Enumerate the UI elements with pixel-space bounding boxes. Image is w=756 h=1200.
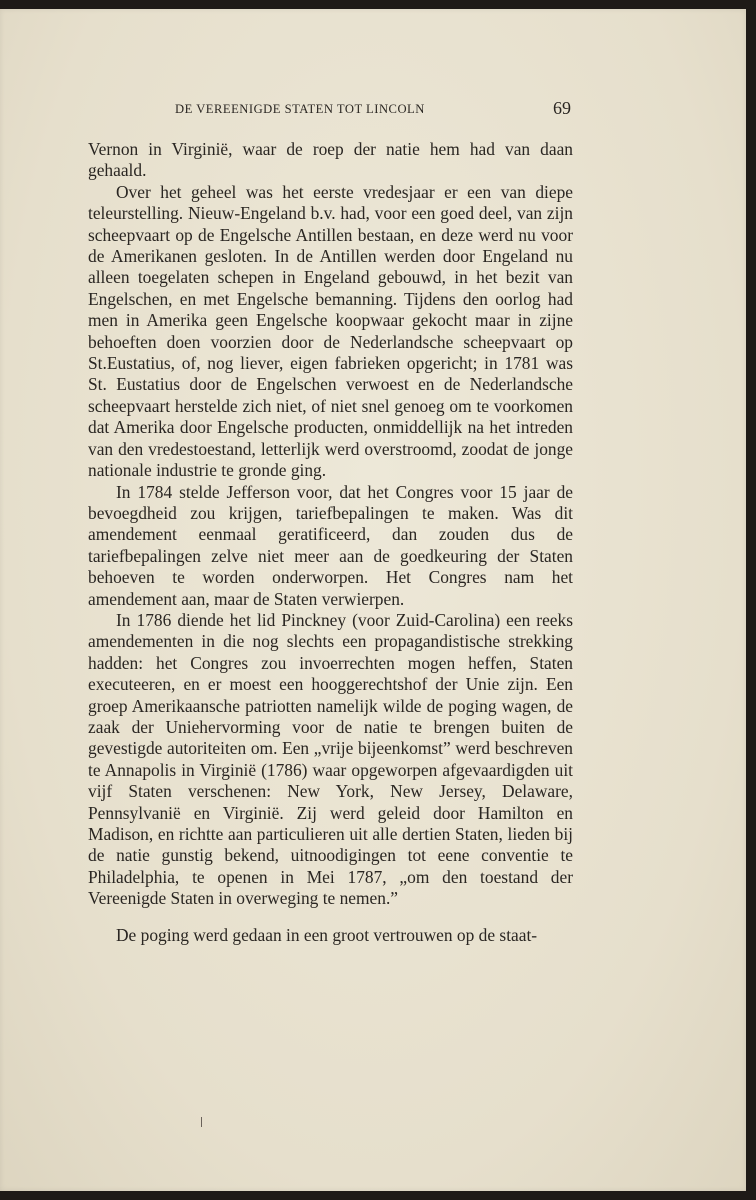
paragraph-4: In 1786 diende het lid Pinckney (voor Zuid-Carolina) een reeks amendementen in die nog slechts een propagandistische strekking hadden: het Congres zou invoerrechten mogen heffen, Staten executeeren, en er moest een hooggerechtshof der Unie zijn. Een groep Amerikaansche patriotten namelijk wilde de poging wagen, de zaak der Uniehervorming voor de natie te brengen buiten de gevestigde autoriteiten om. Een „vrije bijeenkomst” werd beschreven te Annapolis in Virginië (1786) waar opgeworpen afgevaardigden uit vijf Staten verschenen: New York, New Jersey, Delaware, Pennsylvanië en Virginië. Zij werd geleid door Hamilton en Madison, en richtte aan particulieren uit alle dertien Staten, lieden bij de natie gunstig bekend, uitnoodigingen tot eene conventie te Philadelphia, te openen in Mei 1787, „om den toestand der Vereenigde Staten in overweging te nemen.”	[88, 609, 573, 909]
pencil-mark	[201, 1117, 202, 1127]
running-title: DE VEREENIGDE STATEN TOT LINCOLN	[175, 102, 425, 116]
paragraph-2: Over het geheel was het eerste vredesjaar er een van diepe teleurstelling. Nieuw-Engeland b.v. had, voor een goed deel, van zijn scheepvaart op de Engelsche Antillen bestaan, en deze werd nu voor de Amerikanen gesloten. In de Antillen werden door Engeland nu alleen toegelaten schepen in Engeland gebouwd, in het bezit van Engelschen, en met Engelsche bemanning. Tijdens den oorlog had men in Amerika geen Engelsche koopwaar gekocht maar in zijne behoeften doen voorzien door de Nederlandsche scheepvaart op St.Eustatius, of, nog liever, eigen fabrieken opgericht; in 1781 was St. Eustatius door de Engelschen verwoest en de Nederlandsche scheepvaart herstelde zich niet, of niet snel genoeg om te voorkomen dat Amerika door Engelsche producten, onmiddellijk na het intreden van den vredestoestand, letterlijk werd overstroomd, zoodat de jonge nationale industrie te gronde ging.	[88, 181, 573, 481]
paragraph-5: De poging werd gedaan in een groot vertrouwen op de staat-	[116, 924, 538, 945]
paragraph-1: Vernon in Virginië, waar de roep der natie hem had van daan gehaald.	[88, 139, 573, 181]
book-page	[0, 9, 746, 1191]
body-text	[88, 139, 573, 946]
page-number: 69	[553, 98, 571, 118]
page-header	[175, 98, 573, 122]
paragraph-3: In 1784 stelde Jefferson voor, dat het Congres voor 15 jaar de bevoegdheid zou krijgen, tariefbepalingen te maken. Was dit amendement eenmaal geratificeerd, dan zouden dus de tariefbepalingen zelve niet meer aan de goedkeuring der Staten behoeven te worden onderworpen. Het Congres nam het amendement aan, maar de Staten verwierpen.	[88, 481, 573, 609]
